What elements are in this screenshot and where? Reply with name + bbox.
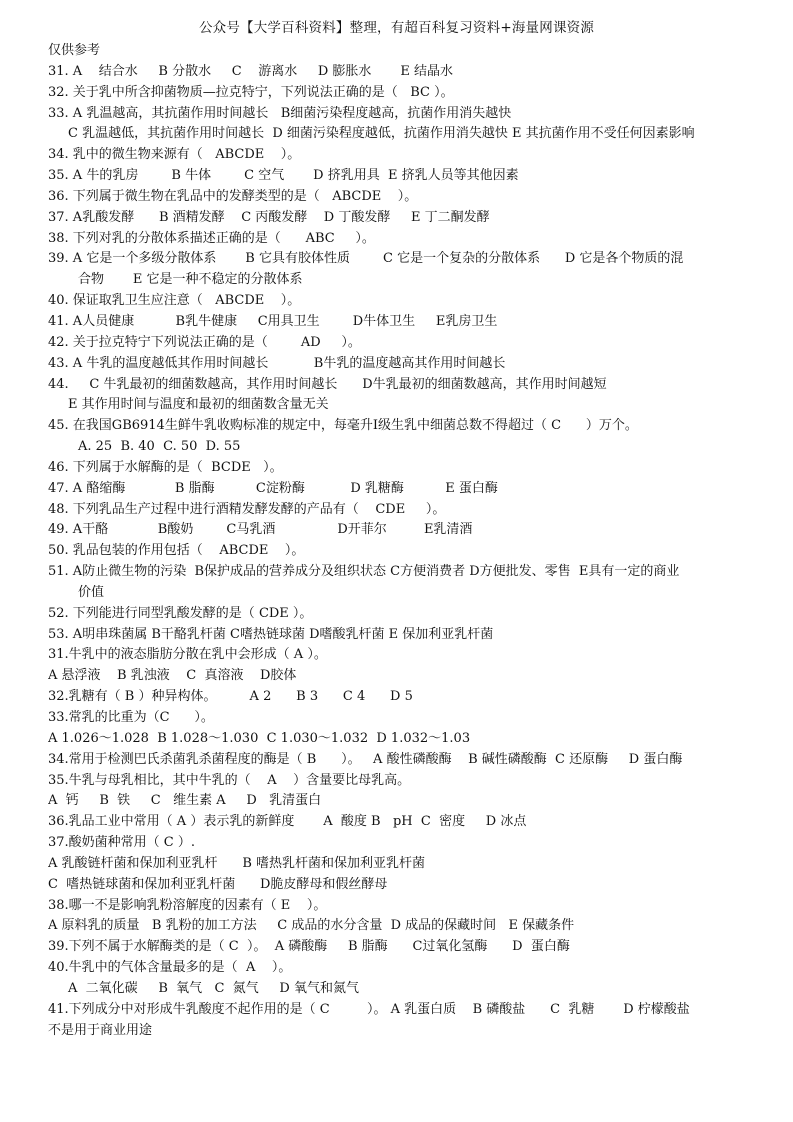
text-line: E 其作用时间与温度和最初的细菌数含量无关 (68, 397, 329, 413)
text-line: 49. A干酪 B酸奶 C马乳酒 D开菲尔 E乳清酒 (48, 522, 473, 538)
text-line: 42. 关于拉克特宁下列说法正确的是（ AD ）。 (48, 334, 361, 350)
text-line: 40.牛乳中的气体含量最多的是（ A ）。 (48, 960, 292, 976)
text-line: 38.哪一不是影响乳粉溶解度的因素有（ E ）。 (48, 897, 327, 913)
text-line: 50. 乳品包装的作用包括（ ABCDE ）。 (48, 543, 305, 559)
text-line: 48. 下列乳品生产过程中进行酒精发酵发酵的产品有（ CDE ）。 (48, 501, 446, 517)
text-line: 36.乳品工业中常用（ A ）表示乳的新鲜度 A 酸度 B pH C 密度 D 冰点 (48, 814, 527, 830)
text-line: 34. 乳中的微生物来源有（ ABCDE ）。 (48, 147, 301, 163)
text-line: 35.牛乳与母乳相比，其中牛乳的（ A ）含量要比母乳高。 (48, 772, 411, 788)
text-line: 31. A 结合水 B 分散水 C 游离水 D 膨胀水 E 结晶水 (48, 63, 453, 79)
document-body (48, 41, 768, 1042)
text-line: 不是用于商业用途 (48, 1022, 153, 1038)
page-header: 公众号【大学百科资料】整理，有超百科复习资料+海量网课资源 (198, 20, 595, 36)
text-line: A 钙 B 铁 C 维生素 A D 乳清蛋白 (48, 793, 322, 809)
text-line: 41. A人员健康 B乳牛健康 C用具卫生 D牛体卫生 E乳房卫生 (48, 313, 498, 329)
text-line: 53. A明串珠菌属 B干酪乳杆菌 C嗜热链球菌 D嗜酸乳杆菌 E 保加利亚乳杆菌 (48, 626, 494, 642)
text-line: C 乳温越低，其抗菌作用时间越长 D 细菌污染程度越低，抗菌作用消失越快 E 其抗菌作用不受任何因素影响 (68, 126, 695, 142)
text-line: 43. A 牛乳的温度越低其作用时间越长 B牛乳的温度越高其作用时间越长 (48, 355, 506, 371)
text-line: 51. A防止微生物的污染 B保护成品的营养成分及组织状态 C方便消费者 D方便批发、零售 E具有一定的商业 (48, 564, 680, 580)
text-line: A 乳酸链杆菌和保加利亚乳杆 B 嗜热乳杆菌和保加利亚乳杆菌 (48, 855, 426, 871)
text-line: C 嗜热链球菌和保加利亚乳杆菌 D脆皮酵母和假丝酵母 (48, 876, 388, 892)
text-line: 37. A乳酸发酵 B 酒精发酵 C 丙酸发酵 D 丁酸发酵 E 丁二酮发酵 (48, 209, 490, 225)
text-line: 合物 E 它是一种不稳定的分散体系 (78, 272, 303, 288)
text-line: 41.下列成分中对形成牛乳酸度不起作用的是（ C ）。 A 乳蛋白质 B 磷酸盐 C 乳糖 D 柠檬酸盐 (48, 1001, 690, 1017)
text-line: 39. A 它是一个多级分散体系 B 它具有胶体性质 C 它是一个复杂的分散体系 D 它是各个物质的混 (48, 251, 684, 267)
text-line: A 悬浮液 B 乳浊液 C 真溶液 D胶体 (48, 668, 297, 684)
text-line: 35. A 牛的乳房 B 牛体 C 空气 D 挤乳用具 E 挤乳人员等其他因素 (48, 168, 519, 184)
text-line: 仅供参考 (48, 43, 101, 58)
text-line: 37.酸奶菌种常用（ C ）. (48, 835, 196, 851)
text-line: 33.常乳的比重为（C ）。 (48, 710, 214, 725)
text-line: 52. 下列能进行同型乳酸发酵的是（ CDE ）。 (48, 605, 313, 621)
text-line: 价值 (78, 584, 105, 600)
text-line: 33. A 乳温越高，其抗菌作用时间越长 B细菌污染程度越高，抗菌作用消失越快 (48, 105, 512, 121)
text-line: 47. A 酪缩酶 B 脂酶 C淀粉酶 D 乳糖酶 E 蛋白酶 (48, 480, 498, 496)
text-line: 46. 下列属于水解酶的是（ BCDE ）。 (48, 459, 283, 475)
text-line: 38. 下列对乳的分散体系描述正确的是（ ABC ）。 (48, 230, 375, 246)
text-line: 34.常用于检测巴氏杀菌乳杀菌程度的酶是（ B ）。 A 酸性磷酸酶 B 碱性磷酸酶 C 还原酶 D 蛋白酶 (48, 751, 683, 767)
text-line: 32. 关于乳中所含抑菌物质—拉克特宁，下列说法正确的是（ BC ）。 (48, 84, 454, 100)
text-line: A. 25 B. 40 C. 50 D. 55 (78, 439, 241, 455)
text-line: A 原料乳的质量 B 乳粉的加工方法 C 成品的水分含量 D 成品的保藏时间 E 保藏条件 (48, 918, 575, 934)
text-line: 45. 在我国GB6914生鲜牛乳收购标准的规定中，每毫升Ⅰ级生乳中细菌总数不得超过（ C ）万个。 (48, 418, 638, 434)
text-line: 40. 保证取乳卫生应注意（ ABCDE ）。 (48, 293, 301, 309)
text-line: 44. C 牛乳最初的细菌数越高，其作用时间越长 D牛乳最初的细菌数越高，其作用时间越短 (48, 376, 607, 392)
text-line: 31.牛乳中的液态脂肪分散在乳中会形成（ A ）。 (48, 647, 327, 663)
text-line: A 1.026～1.028 B 1.028～1.030 C 1.030～1.032 D 1.032～1.03 (48, 730, 471, 746)
text-line: 32.乳糖有（ B ）种异构体。 A 2 B 3 C 4 D 5 (48, 689, 413, 705)
text-line: A 二氧化碳 B 氧气 C 氮气 D 氧气和氮气 (68, 980, 359, 996)
text-line: 39.下列不属于水解酶类的是（ C ）。 A 磷酸酶 B 脂酶 C过氧化氢酶 D 蛋白酶 (48, 939, 570, 955)
text-line: 36. 下列属于微生物在乳品中的发酵类型的是（ ABCDE ）。 (48, 188, 418, 204)
